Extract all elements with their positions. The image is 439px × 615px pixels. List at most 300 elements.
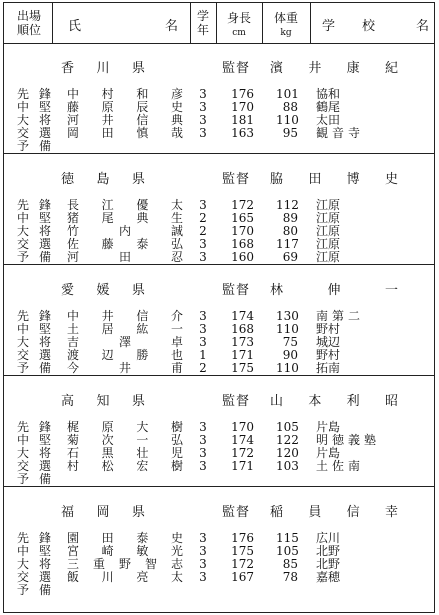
player-grade: 2 [199, 361, 207, 375]
position-char: 選 [38, 570, 51, 584]
position-char: 将 [38, 113, 51, 127]
player-name-char: 岡 [67, 126, 80, 140]
player-name-char: 志 [170, 557, 183, 571]
player-grade: 3 [199, 420, 207, 434]
school-char: 辺 [328, 335, 341, 349]
position-char: 将 [38, 224, 51, 238]
player-position [17, 140, 51, 153]
player-name [67, 532, 183, 545]
school-char: 原 [328, 224, 341, 238]
position-char: 大 [17, 113, 30, 127]
player-weight: 117 [276, 237, 299, 251]
position-char: 堅 [38, 433, 51, 447]
player-name-char: 原 [101, 420, 114, 434]
position-char: 堅 [38, 211, 51, 225]
player-name [67, 199, 183, 212]
coach-name [270, 390, 398, 409]
school-char: 徳 [331, 433, 344, 447]
position-char: 交 [17, 126, 30, 140]
school-char: 塾 [363, 433, 376, 447]
prefecture-section [4, 376, 434, 487]
position-char: 先 [17, 309, 30, 323]
position-char: 先 [17, 198, 30, 212]
school-char: 田 [328, 113, 341, 127]
prefecture-char: 島 [96, 172, 110, 187]
prefecture-char: 県 [131, 172, 145, 187]
player-grade: 3 [199, 459, 207, 473]
player-name-char: 中 [67, 309, 80, 323]
position-char: 備 [38, 361, 51, 375]
player-row [4, 251, 434, 264]
position-char: 中 [17, 211, 30, 225]
position-char: 予 [17, 472, 30, 486]
coach-name-char: 田 [308, 172, 322, 187]
player-height: 176 [231, 87, 254, 101]
coach-name-char: 員 [308, 505, 322, 520]
school-char: 鶴 [316, 100, 329, 114]
prefecture-char: 香 [61, 61, 75, 76]
school-char: 島 [328, 420, 341, 434]
player-height: 172 [231, 557, 254, 571]
coach-name-char: 一 [384, 283, 398, 298]
school-char: 江 [316, 224, 329, 238]
player-name-char: 渡 [67, 348, 80, 362]
school-char: 野 [328, 544, 341, 558]
coach-name [270, 168, 398, 187]
position-char: 予 [17, 361, 30, 375]
player-name-char: 崎 [101, 544, 114, 558]
player-name [67, 571, 183, 584]
player-grade: 3 [199, 87, 207, 101]
player-weight: 120 [276, 446, 299, 460]
coach-label: 監督 [222, 505, 251, 520]
coach-name-char: 山 [270, 394, 284, 409]
player-name-char: 宏 [136, 459, 149, 473]
prefecture-char: 徳 [61, 172, 75, 187]
player-name-char: 井 [101, 309, 114, 323]
position-char: 交 [17, 459, 30, 473]
coach-name-char: 伸 [327, 283, 341, 298]
school-char: 川 [328, 531, 341, 545]
prefecture-section [4, 43, 434, 154]
player-weight: 80 [282, 224, 298, 238]
player-height: 172 [231, 446, 254, 460]
player-name-char: 尾 [101, 211, 114, 225]
player-row [4, 584, 434, 597]
school-char: 協 [316, 87, 329, 101]
position-char: 堅 [38, 544, 51, 558]
player-name [67, 127, 183, 140]
player-weight: 88 [282, 100, 298, 114]
school-char: 片 [316, 420, 329, 434]
prefecture-char: 県 [131, 505, 145, 520]
name-header-first: 氏 [68, 19, 83, 34]
player-name-char: 大 [136, 420, 149, 434]
player-grade: 3 [199, 126, 207, 140]
prefecture-section [4, 154, 434, 265]
player-name [67, 362, 183, 375]
prefecture-char: 愛 [61, 283, 75, 298]
player-weight: 115 [276, 531, 299, 545]
position-char: 予 [17, 583, 30, 597]
player-weight: 110 [276, 322, 299, 336]
prefecture-name [61, 57, 145, 76]
player-height: 174 [231, 309, 254, 323]
prefecture-char: 知 [96, 394, 110, 409]
coach-name-char: 康 [346, 61, 360, 76]
column-divider [52, 3, 53, 43]
player-weight: 112 [276, 198, 299, 212]
player-name-char: 泰 [136, 237, 149, 251]
player-grade: 3 [199, 335, 207, 349]
school-char: 原 [328, 250, 341, 264]
school-char: 二 [347, 309, 360, 323]
player-grade: 3 [199, 198, 207, 212]
player-name-char: 河 [67, 113, 80, 127]
coach-name [270, 57, 398, 76]
coach-name-char: 井 [308, 61, 322, 76]
player-name [67, 447, 183, 460]
position-char: 交 [17, 237, 30, 251]
player-height: 170 [231, 100, 254, 114]
player-height: 163 [231, 126, 254, 140]
position-char: 備 [38, 250, 51, 264]
grade-header-line1: 学 [196, 9, 209, 23]
school-char: 拓 [316, 361, 329, 375]
player-height: 160 [231, 250, 254, 264]
school-char: 南 [347, 459, 360, 473]
school-char: 江 [316, 237, 329, 251]
player-name-char: 園 [67, 531, 80, 545]
position-char: 予 [17, 139, 30, 153]
player-name-char: 村 [67, 459, 80, 473]
prefecture-char: 県 [131, 61, 145, 76]
school-header-3: 名 [416, 19, 431, 34]
player-height: 181 [231, 113, 254, 127]
prefecture-section [4, 487, 434, 598]
school-char: 片 [316, 446, 329, 460]
player-height: 170 [231, 420, 254, 434]
player-name-char: 飯 [67, 570, 80, 584]
player-name-char: 次 [101, 433, 114, 447]
position-char: 選 [38, 126, 51, 140]
position-char: 堅 [38, 322, 51, 336]
player-weight: 105 [276, 420, 299, 434]
school-char: 尾 [328, 100, 341, 114]
weight-header: 体重 [273, 11, 298, 25]
player-row [4, 362, 434, 375]
player-name-char: 太 [170, 198, 183, 212]
player-name-char: 弘 [170, 237, 183, 251]
coach-name-char: 信 [346, 505, 360, 520]
prefecture-name [61, 390, 145, 409]
player-name [67, 225, 183, 238]
position-char: 先 [17, 531, 30, 545]
coach-name-char: 史 [384, 172, 398, 187]
player-name [67, 558, 183, 571]
coach-name-char: 本 [308, 394, 322, 409]
player-name-char: 光 [170, 544, 183, 558]
school-char: 城 [316, 335, 329, 349]
player-height: 171 [231, 348, 254, 362]
player-name-char: 内 [118, 224, 131, 238]
player-weight: 75 [282, 335, 298, 349]
player-name-char: 石 [67, 446, 80, 460]
height-header: 身長 [226, 11, 251, 25]
player-name-char: 壮 [136, 446, 149, 460]
coach-name-char: 博 [346, 172, 360, 187]
prefecture-char: 高 [61, 394, 75, 409]
player-name [67, 114, 183, 127]
player-height: 170 [231, 224, 254, 238]
prefecture-char: 県 [131, 394, 145, 409]
player-weight: 110 [276, 113, 299, 127]
player-name-char: 亮 [136, 570, 149, 584]
player-height: 176 [231, 531, 254, 545]
position-char: 中 [17, 322, 30, 336]
player-name-char: 重 [92, 557, 105, 571]
player-grade: 3 [199, 531, 207, 545]
player-name-char: 卓 [170, 335, 183, 349]
player-grade: 2 [199, 224, 207, 238]
player-weight: 78 [282, 570, 298, 584]
school-char: 原 [328, 211, 341, 225]
position-char: 中 [17, 100, 30, 114]
school-char: 北 [316, 557, 329, 571]
school-char: 太 [316, 113, 329, 127]
player-name-char: 猪 [67, 211, 80, 225]
coach-name-char: 昭 [384, 394, 398, 409]
player-position [17, 584, 51, 597]
player-weight: 95 [282, 126, 298, 140]
prefecture-section [4, 265, 434, 376]
player-name-char: 敏 [136, 544, 149, 558]
player-height: 173 [231, 335, 254, 349]
prefecture-char: 媛 [96, 283, 110, 298]
player-name-char: 松 [101, 459, 114, 473]
school-char: 和 [328, 87, 341, 101]
player-name-char: 信 [136, 309, 149, 323]
player-grade: 3 [199, 100, 207, 114]
name-header-last: 名 [165, 19, 180, 34]
coach-name-char: 紀 [384, 61, 398, 76]
player-name-char: 典 [170, 113, 183, 127]
school-char: 江 [316, 211, 329, 225]
player-name-char: 和 [136, 87, 149, 101]
player-name-char: 哉 [170, 126, 183, 140]
player-name-char: 佐 [67, 237, 80, 251]
position-char: 選 [38, 237, 51, 251]
player-name-char: 澤 [118, 335, 131, 349]
column-divider [310, 3, 311, 43]
prefecture-name [61, 501, 145, 520]
player-name-char: 野 [118, 557, 131, 571]
player-row [4, 473, 434, 486]
player-name [67, 434, 183, 447]
column-divider [190, 3, 191, 43]
player-name-char: 藤 [67, 100, 80, 114]
player-name-char: 河 [67, 250, 80, 264]
position-char: 備 [38, 583, 51, 597]
position-char: 将 [38, 446, 51, 460]
player-name-char: 生 [170, 211, 183, 225]
player-weight: 90 [282, 348, 298, 362]
player-weight: 69 [282, 250, 298, 264]
player-name [67, 101, 183, 114]
school-char: 野 [328, 557, 341, 571]
player-name-char: 村 [101, 87, 114, 101]
school-char: 江 [316, 198, 329, 212]
player-name-char: 中 [67, 87, 80, 101]
player-name-char: 勝 [136, 348, 149, 362]
player-row [4, 460, 434, 473]
school-char: 南 [316, 309, 329, 323]
school-char: 明 [316, 433, 329, 447]
player-name-char: 土 [67, 322, 80, 336]
player-name-char: 泰 [136, 531, 149, 545]
position-char: 将 [38, 557, 51, 571]
player-row [4, 571, 434, 584]
player-name-char: 智 [144, 557, 157, 571]
player-name-char: 田 [101, 126, 114, 140]
player-name-char: 一 [136, 433, 149, 447]
grade-header-line2: 年 [196, 23, 209, 37]
player-name-char: 児 [170, 446, 183, 460]
player-grade: 3 [199, 557, 207, 571]
player-weight: 122 [276, 433, 299, 447]
position-char: 大 [17, 446, 30, 460]
player-name-char: 介 [170, 309, 183, 323]
player-height: 168 [231, 322, 254, 336]
position-char: 交 [17, 348, 30, 362]
player-grade: 3 [199, 570, 207, 584]
column-divider [216, 3, 217, 43]
player-name-char: 史 [170, 531, 183, 545]
player-weight: 110 [276, 361, 299, 375]
player-name [67, 336, 183, 349]
player-name [67, 310, 183, 323]
player-name-char: 原 [101, 100, 114, 114]
player-grade: 3 [199, 309, 207, 323]
position-char: 将 [38, 335, 51, 349]
player-weight: 101 [276, 87, 299, 101]
player-grade: 3 [199, 433, 207, 447]
player-name [67, 88, 183, 101]
player-row [4, 127, 434, 140]
coach-label: 監督 [222, 61, 251, 76]
player-position [17, 362, 51, 375]
player-name-char: 菊 [67, 433, 80, 447]
weight-unit: kg [280, 28, 292, 38]
player-name-char: 長 [67, 198, 80, 212]
player-grade: 3 [199, 237, 207, 251]
player-name-char: 田 [101, 531, 114, 545]
school-char: 江 [316, 250, 329, 264]
height-unit: cm [232, 28, 246, 38]
player-name-char: 典 [136, 211, 149, 225]
player-grade: 3 [199, 113, 207, 127]
prefecture-char: 福 [61, 505, 75, 520]
player-name-char: 辺 [101, 348, 114, 362]
school-char: 広 [316, 531, 329, 545]
player-school [316, 251, 340, 264]
position-char: 鋒 [38, 87, 51, 101]
coach-name [270, 279, 398, 298]
player-weight: 130 [276, 309, 299, 323]
player-name-char: 太 [170, 570, 183, 584]
player-weight: 89 [282, 211, 298, 225]
player-name-char: 黒 [101, 446, 114, 460]
player-name-char: 辰 [136, 100, 149, 114]
player-name-char: 慎 [136, 126, 149, 140]
player-height: 167 [231, 570, 254, 584]
coach-name [270, 501, 398, 520]
school-char: 北 [316, 544, 329, 558]
school-char: 義 [347, 433, 360, 447]
school-char: 土 [316, 459, 329, 473]
prefecture-name [61, 168, 145, 187]
player-weight: 103 [276, 459, 299, 473]
player-weight: 105 [276, 544, 299, 558]
player-name-char: 宮 [67, 544, 80, 558]
player-school [316, 362, 340, 375]
school-char: 穂 [328, 570, 341, 584]
coach-label: 監督 [222, 394, 251, 409]
school-char: 嘉 [316, 570, 329, 584]
player-name-char: 紘 [136, 322, 149, 336]
player-name [67, 421, 183, 434]
coach-name-char: 脇 [270, 172, 284, 187]
coach-name-char: 林 [270, 283, 284, 298]
player-name-char: 弘 [170, 433, 183, 447]
player-name-char: 彦 [170, 87, 183, 101]
column-divider [262, 3, 263, 43]
position-char: 交 [17, 570, 30, 584]
position-char: 鋒 [38, 198, 51, 212]
player-name-char: 也 [170, 348, 183, 362]
coach-label: 監督 [222, 172, 251, 187]
player-name-char: 藤 [101, 237, 114, 251]
school-char: 野 [316, 348, 329, 362]
player-name-char: 梶 [67, 420, 80, 434]
player-name-char: 史 [170, 100, 183, 114]
position-header-line1: 出場 [16, 9, 41, 23]
player-name-char: 江 [101, 198, 114, 212]
player-name-char: 三 [67, 557, 80, 571]
school-char: 音 [331, 126, 344, 140]
prefecture-char: 岡 [96, 505, 110, 520]
position-char: 大 [17, 224, 30, 238]
player-grade: 1 [199, 348, 207, 362]
player-name-char: 竹 [67, 224, 80, 238]
player-height: 171 [231, 459, 254, 473]
position-header-line2: 順位 [16, 23, 41, 37]
player-position [17, 251, 51, 264]
position-char: 鋒 [38, 309, 51, 323]
player-name-char: 居 [101, 322, 114, 336]
player-name-char: 一 [170, 322, 183, 336]
position-char: 先 [17, 87, 30, 101]
position-char: 中 [17, 544, 30, 558]
player-grade: 3 [199, 322, 207, 336]
player-name-char: 井 [118, 361, 131, 375]
player-name-char: 井 [101, 113, 114, 127]
school-char: 寺 [347, 126, 360, 140]
player-name-char: 誠 [170, 224, 183, 238]
position-char: 備 [38, 139, 51, 153]
player-school [316, 460, 360, 473]
position-char: 予 [17, 250, 30, 264]
